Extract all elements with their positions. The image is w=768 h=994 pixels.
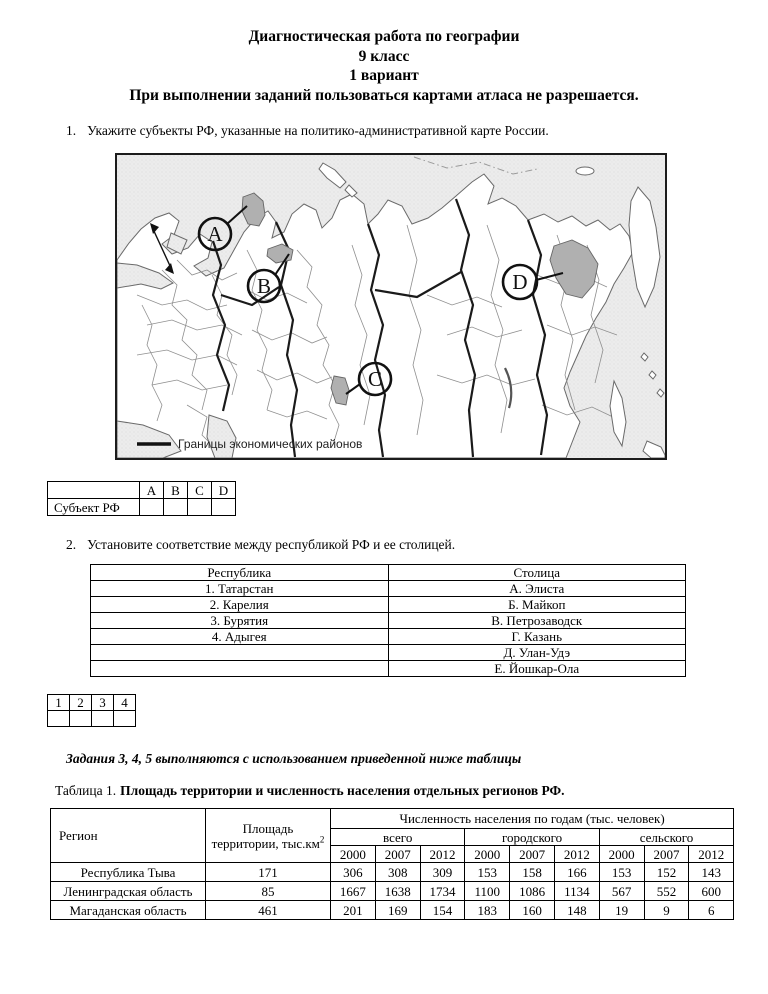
value-cell: 183 <box>465 901 510 920</box>
value-cell: 6 <box>689 901 734 920</box>
capital-cell: А. Элиста <box>388 581 686 597</box>
value-cell: 148 <box>554 901 599 920</box>
table1-caption-prefix: Таблица 1. <box>55 783 117 798</box>
region-cell: Магаданская область <box>51 901 206 920</box>
republic-cell: 1. Татарстан <box>91 581 389 597</box>
question-1-text: Укажите субъекты РФ, указанные на политико-административной карте России. <box>87 123 549 138</box>
wrangel-island <box>576 167 594 175</box>
column-letter: B <box>164 482 188 499</box>
answer-cell <box>140 499 164 516</box>
area-cell: 85 <box>206 882 331 901</box>
variant-line: 1 вариант <box>349 67 419 84</box>
legend-label: Границы экономических районов <box>178 437 363 451</box>
year-cell: 2000 <box>331 846 376 863</box>
table-row <box>91 645 686 661</box>
question-2-text: Установите соответствие между республикой РФ и ее столицей. <box>87 537 456 552</box>
subgroup-header: сельского <box>599 829 733 846</box>
table-row <box>91 661 686 677</box>
value-cell: 153 <box>599 863 644 882</box>
capital-cell: Е. Йошкар-Ола <box>388 661 686 677</box>
notice-line: При выполнении заданий пользоваться картами атласа не разрешается. <box>129 86 639 104</box>
q2-match-table <box>90 564 686 677</box>
table-row <box>48 695 136 711</box>
title-block <box>0 27 768 105</box>
table-row <box>51 901 734 920</box>
grade-line: 9 класс <box>358 47 410 65</box>
answer-cell <box>92 711 114 727</box>
column-header: Столица <box>388 565 686 581</box>
value-cell: 1638 <box>375 882 420 901</box>
republic-cell <box>91 645 389 661</box>
answer-cell <box>114 711 136 727</box>
table-header-row <box>51 809 734 829</box>
column-header: Республика <box>91 565 389 581</box>
capital-cell: Б. Майкоп <box>388 597 686 613</box>
table-row <box>91 565 686 581</box>
russia-map <box>117 155 665 458</box>
column-number: 2 <box>70 695 92 711</box>
area-header-sup: 2 <box>319 834 325 845</box>
table1-caption <box>55 783 768 799</box>
value-cell: 567 <box>599 882 644 901</box>
table-row <box>91 613 686 629</box>
value-cell: 160 <box>510 901 555 920</box>
row-label: Субъект РФ <box>48 499 140 516</box>
column-letter: A <box>140 482 164 499</box>
year-cell: 2007 <box>375 846 420 863</box>
capital-cell: Д. Улан-Удэ <box>388 645 686 661</box>
marker-b-label: B <box>256 274 272 298</box>
value-cell: 1734 <box>420 882 465 901</box>
table-row <box>91 581 686 597</box>
value-cell: 153 <box>465 863 510 882</box>
question-1-number: 1. <box>66 123 77 138</box>
value-cell: 600 <box>689 882 734 901</box>
column-letter: C <box>188 482 212 499</box>
value-cell: 1667 <box>331 882 376 901</box>
answer-corner-cell <box>48 482 140 499</box>
area-cell: 461 <box>206 901 331 920</box>
q2-answer-table <box>47 694 136 727</box>
year-cell: 2000 <box>599 846 644 863</box>
marker-c-label: C <box>367 367 383 391</box>
column-letter: D <box>212 482 236 499</box>
republic-cell: 3. Бурятия <box>91 613 389 629</box>
value-cell: 169 <box>375 901 420 920</box>
value-cell: 201 <box>331 901 376 920</box>
republic-cell: 4. Адыгея <box>91 629 389 645</box>
value-cell: 1086 <box>510 882 555 901</box>
year-cell: 2000 <box>465 846 510 863</box>
capital-cell: В. Петрозаводск <box>388 613 686 629</box>
area-header <box>206 809 331 863</box>
subgroup-header: городского <box>465 829 599 846</box>
subgroup-header: всего <box>331 829 465 846</box>
year-cell: 2012 <box>689 846 734 863</box>
answer-cell <box>48 711 70 727</box>
table-row <box>48 499 236 516</box>
column-number: 1 <box>48 695 70 711</box>
russia-map-figure <box>115 153 667 460</box>
value-cell: 19 <box>599 901 644 920</box>
population-group-header: Численность населения по годам (тыс. человек) <box>331 809 734 829</box>
value-cell: 1134 <box>554 882 599 901</box>
page-title: Диагностическая работа по географии <box>248 28 520 45</box>
area-header-text: Площадь территории, тыс.км <box>211 820 320 851</box>
value-cell: 306 <box>331 863 376 882</box>
area-cell: 171 <box>206 863 331 882</box>
value-cell: 158 <box>510 863 555 882</box>
value-cell: 166 <box>554 863 599 882</box>
region-cell: Республика Тыва <box>51 863 206 882</box>
year-cell: 2007 <box>644 846 689 863</box>
answer-cell <box>164 499 188 516</box>
table-row <box>51 863 734 882</box>
value-cell: 309 <box>420 863 465 882</box>
republic-cell: 2. Карелия <box>91 597 389 613</box>
year-cell: 2012 <box>420 846 465 863</box>
tasks-3-4-5-note: Задания 3, 4, 5 выполняются с использованием приведенной ниже таблицы <box>66 751 522 766</box>
value-cell: 152 <box>644 863 689 882</box>
answer-cell <box>188 499 212 516</box>
table-row <box>48 482 236 499</box>
region-header: Регион <box>51 809 206 863</box>
year-cell: 2007 <box>510 846 555 863</box>
table-row <box>91 629 686 645</box>
capital-cell: Г. Казань <box>388 629 686 645</box>
value-cell: 552 <box>644 882 689 901</box>
table-row <box>51 882 734 901</box>
value-cell: 1100 <box>465 882 510 901</box>
question-2 <box>66 536 768 554</box>
value-cell: 154 <box>420 901 465 920</box>
column-number: 3 <box>92 695 114 711</box>
table-row <box>91 597 686 613</box>
year-cell: 2012 <box>554 846 599 863</box>
value-cell: 143 <box>689 863 734 882</box>
value-cell: 308 <box>375 863 420 882</box>
answer-cell <box>70 711 92 727</box>
region-cell: Ленинградская область <box>51 882 206 901</box>
regions-data-table <box>50 808 734 920</box>
value-cell: 9 <box>644 901 689 920</box>
column-number: 4 <box>114 695 136 711</box>
table1-caption-title: Площадь территории и численность населения отдельных регионов РФ. <box>120 783 565 798</box>
marker-a-label: A <box>207 222 223 246</box>
q1-answer-table <box>47 481 236 516</box>
question-1 <box>66 122 768 140</box>
answer-cell <box>212 499 236 516</box>
republic-cell <box>91 661 389 677</box>
marker-d-label: D <box>512 270 528 294</box>
table-row <box>48 711 136 727</box>
question-2-number: 2. <box>66 537 77 552</box>
